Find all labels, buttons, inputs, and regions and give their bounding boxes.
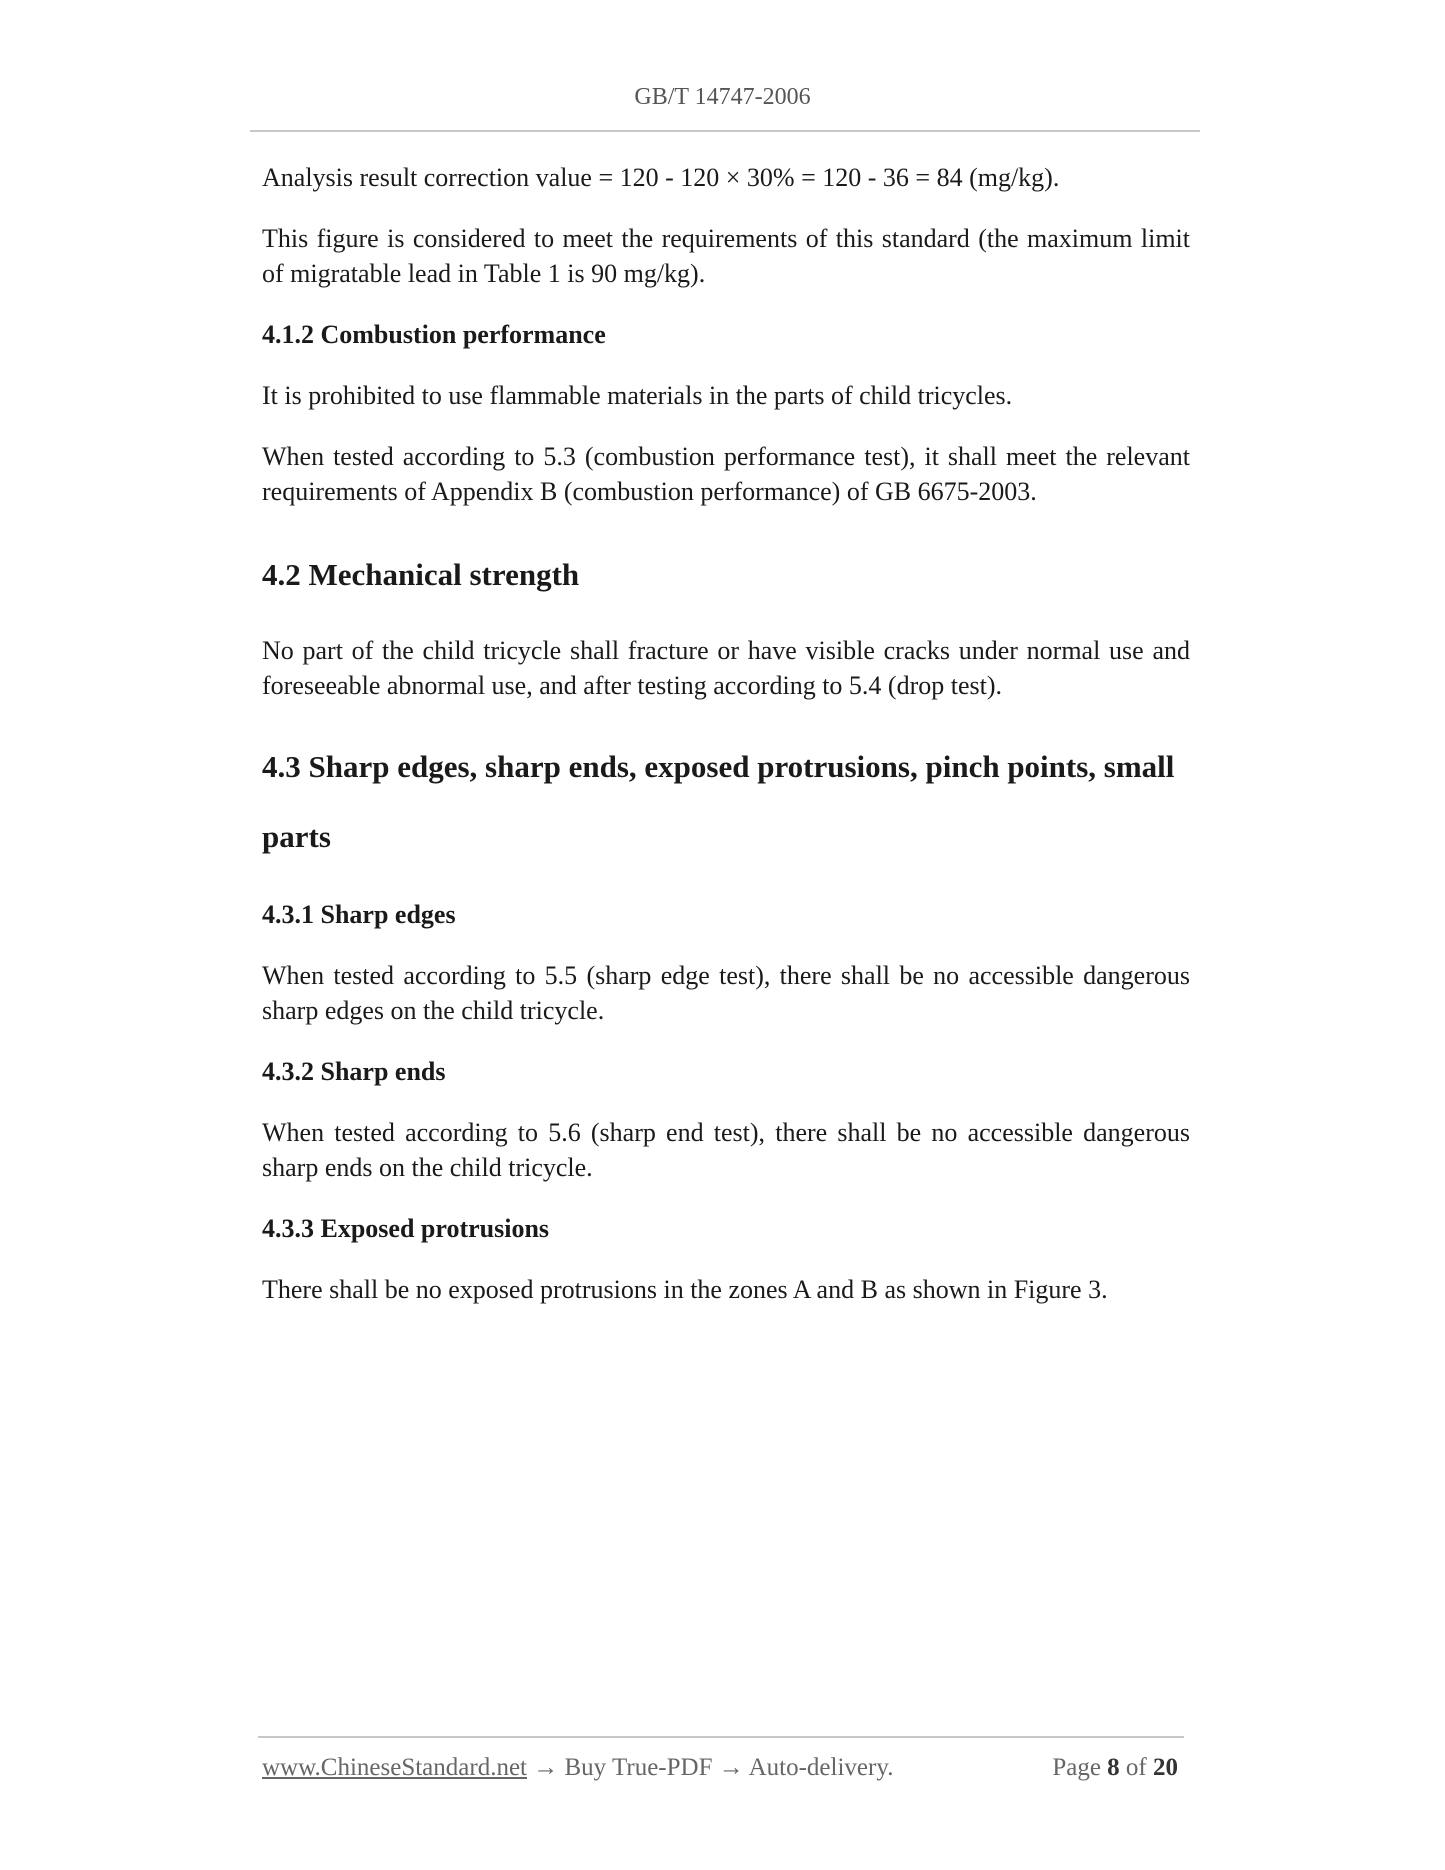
paragraph-sharp-edges: When tested according to 5.5 (sharp edge test), there shall be no accessible dangerous sharp edges on the child tricycle.: [262, 961, 1190, 1025]
page-header-doc-code: GB/T 14747-2006: [634, 84, 811, 110]
page-number: [1052, 1754, 1178, 1782]
arrow-right-icon: →: [718, 1754, 744, 1781]
heading-4-3-2: 4.3.2 Sharp ends: [262, 1057, 446, 1086]
page-current: 8: [1107, 1754, 1120, 1781]
of-label: of: [1125, 1754, 1147, 1781]
heading-4-3-1: 4.3.1 Sharp edges: [262, 900, 456, 929]
website-link[interactable]: www.ChineseStandard.net: [262, 1754, 527, 1781]
paragraph-prohibited-flammable: It is prohibited to use flammable materials in the parts of child tricycles.: [262, 381, 1013, 410]
heading-4-1-2: 4.1.2 Combustion performance: [262, 320, 606, 349]
footer-promo: [262, 1754, 893, 1782]
paragraph-sharp-ends: When tested according to 5.6 (sharp end test), there shall be no accessible dangerous sharp ends on the child tricycle.: [262, 1118, 1190, 1182]
buy-true-pdf-text: Buy True-PDF: [564, 1754, 713, 1781]
heading-4-3-line-1: 4.3 Sharp edges, sharp ends, exposed protrusions, pinch points, small: [262, 749, 1175, 784]
paragraph-mechanical-strength: No part of the child tricycle shall fracture or have visible cracks under normal use and foreseeable abnormal use, and after testing according to 5.4 (drop test).: [262, 636, 1190, 700]
header-divider: [250, 130, 1200, 132]
paragraph-combustion-test: When tested according to 5.3 (combustion performance test), it shall meet the relevant requirements of Appendix B (combustion performance) of GB 6675-2003.: [262, 442, 1190, 506]
heading-4-3-3: 4.3.3 Exposed protrusions: [262, 1214, 550, 1243]
paragraph-correction-value: Analysis result correction value = 120 - 120 × 30% = 120 - 36 = 84 (mg/kg).: [262, 163, 1060, 192]
page-content: [262, 160, 1190, 1307]
page-total: 20: [1153, 1754, 1178, 1781]
heading-4-3-line-2: parts: [262, 819, 331, 854]
footer-divider: [258, 1736, 1184, 1738]
heading-4-2: 4.2 Mechanical strength: [262, 557, 580, 592]
auto-delivery-text: Auto-delivery.: [748, 1754, 894, 1781]
page-label: Page: [1052, 1754, 1101, 1781]
paragraph-meets-requirements: This figure is considered to meet the requirements of this standard (the maximum limit of migratable lead in Table 1 is 90 mg/kg).: [262, 224, 1190, 288]
arrow-right-icon: →: [533, 1754, 559, 1781]
paragraph-exposed-protrusions: There shall be no exposed protrusions in the zones A and B as shown in Figure 3.: [262, 1275, 1108, 1304]
